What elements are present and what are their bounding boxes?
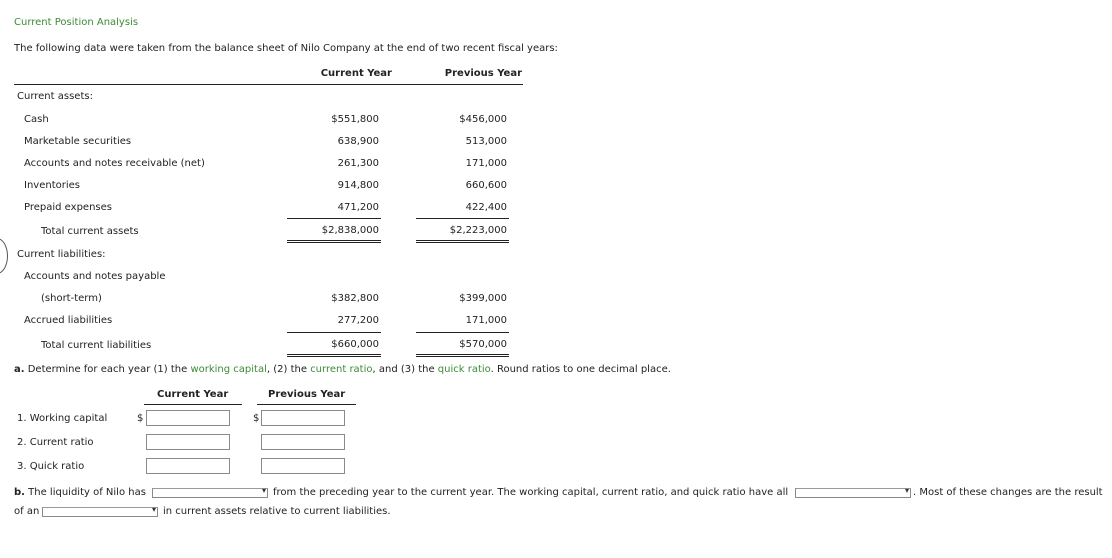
- marketable-securities-previous: 513,000: [465, 136, 507, 147]
- column-header-previous-year: Previous Year: [444, 68, 522, 79]
- page-title: Current Position Analysis: [14, 17, 139, 28]
- working-capital-link[interactable]: working capital: [190, 364, 267, 375]
- prepaid-expenses-current: 471,200: [337, 202, 379, 213]
- current-ratio-current-input[interactable]: [146, 434, 230, 450]
- row-label-inventories: Inventories: [24, 180, 80, 191]
- inventories-current: 914,800: [337, 180, 379, 191]
- current-assets-heading: Current assets:: [17, 91, 93, 102]
- cash-current: $551,800: [331, 114, 379, 125]
- receivables-current: 261,300: [337, 158, 379, 169]
- inventories-previous: 660,600: [465, 180, 507, 191]
- change-type-dropdown[interactable]: [42, 507, 158, 517]
- part-b-text-4: of an: [14, 506, 40, 517]
- total-current-assets-previous: $2,223,000: [449, 225, 507, 236]
- receivables-previous: 171,000: [465, 158, 507, 169]
- row-label-cash: Cash: [24, 114, 49, 125]
- row-label-accounts-payable: Accounts and notes payable: [24, 271, 166, 282]
- row-label-total-current-liabilities: Total current liabilities: [41, 340, 152, 351]
- accounts-payable-current: $382,800: [331, 293, 379, 304]
- liab-total-rule-previous-2: [416, 356, 509, 357]
- quick-ratio-link[interactable]: quick ratio: [437, 364, 491, 375]
- part-b-text-3: . Most of these changes are the result: [913, 487, 1103, 498]
- decorative-circle: [0, 238, 8, 274]
- total-rule-current-1: [287, 240, 381, 241]
- header-rule: [14, 84, 523, 85]
- row-label-total-current-assets: Total current assets: [41, 226, 139, 237]
- chevron-down-icon: ▾: [904, 486, 909, 495]
- intro-text: The following data were taken from the balance sheet of Nilo Company at the end of two recent fiscal years:: [14, 43, 558, 54]
- subtotal-rule-current: [287, 218, 381, 219]
- current-ratio-link[interactable]: current ratio: [310, 364, 373, 375]
- answer-header-rule-current: [144, 404, 242, 405]
- part-b-text-2: from the preceding year to the current year. The working capital, current ratio, and quick ratio have all: [273, 487, 789, 498]
- cash-previous: $456,000: [459, 114, 507, 125]
- liab-subtotal-rule-current: [287, 332, 381, 333]
- liab-total-rule-current-1: [287, 354, 381, 355]
- part-a-text-3: , and (3) the: [372, 364, 435, 375]
- row-label-working-capital: 1. Working capital: [17, 413, 108, 424]
- liquidity-change-dropdown[interactable]: [152, 488, 268, 498]
- quick-ratio-previous-input[interactable]: [261, 458, 345, 474]
- part-b-text-5: in current assets relative to current liabilities.: [163, 506, 391, 517]
- liab-total-rule-previous-1: [416, 354, 509, 355]
- column-header-current-year: Current Year: [320, 68, 392, 79]
- part-b-text-1: [14, 487, 146, 498]
- row-label-receivables: Accounts and notes receivable (net): [24, 158, 205, 169]
- row-label-current-ratio: 2. Current ratio: [17, 437, 94, 448]
- prepaid-expenses-previous: 422,400: [465, 202, 507, 213]
- part-b-prefix: b.: [14, 487, 25, 498]
- current-liabilities-heading: Current liabilities:: [17, 249, 106, 260]
- working-capital-previous-input[interactable]: [261, 410, 345, 426]
- total-current-liabilities-current: $660,000: [331, 339, 379, 350]
- total-rule-current-2: [287, 242, 381, 243]
- quick-ratio-current-input[interactable]: [146, 458, 230, 474]
- total-rule-previous-2: [416, 242, 509, 243]
- total-rule-previous-1: [416, 240, 509, 241]
- subtotal-rule-previous: [416, 218, 509, 219]
- answer-header-previous-year: Previous Year: [268, 389, 346, 400]
- part-a-prefix: a.: [14, 364, 25, 375]
- current-ratio-previous-input[interactable]: [261, 434, 345, 450]
- total-current-assets-current: $2,838,000: [321, 225, 379, 236]
- chevron-down-icon: ▾: [151, 505, 156, 514]
- chevron-down-icon: ▾: [261, 486, 266, 495]
- row-label-short-term: (short-term): [41, 293, 102, 304]
- row-label-marketable-securities: Marketable securities: [24, 136, 132, 147]
- answer-header-rule-previous: [257, 404, 356, 405]
- part-a-text-2: , (2) the: [266, 364, 307, 375]
- marketable-securities-current: 638,900: [337, 136, 379, 147]
- working-capital-current-input[interactable]: [146, 410, 230, 426]
- dollar-sign-previous: $: [253, 413, 260, 424]
- liab-subtotal-rule-previous: [416, 332, 509, 333]
- liab-total-rule-current-2: [287, 356, 381, 357]
- part-a-text-1: Determine for each year (1) the: [27, 364, 188, 375]
- dollar-sign-current: $: [137, 413, 144, 424]
- accrued-liabilities-previous: 171,000: [465, 315, 507, 326]
- part-a-text-4: . Round ratios to one decimal place.: [490, 364, 671, 375]
- row-label-quick-ratio: 3. Quick ratio: [17, 461, 85, 472]
- accrued-liabilities-current: 277,200: [337, 315, 379, 326]
- row-label-prepaid-expenses: Prepaid expenses: [24, 202, 112, 213]
- accounts-payable-previous: $399,000: [459, 293, 507, 304]
- ratios-change-dropdown[interactable]: [795, 488, 911, 498]
- part-a-instructions: [14, 364, 671, 375]
- row-label-accrued-liabilities: Accrued liabilities: [24, 315, 113, 326]
- part-b-lead: The liquidity of Nilo has: [28, 487, 146, 498]
- answer-header-current-year: Current Year: [157, 389, 229, 400]
- total-current-liabilities-previous: $570,000: [459, 339, 507, 350]
